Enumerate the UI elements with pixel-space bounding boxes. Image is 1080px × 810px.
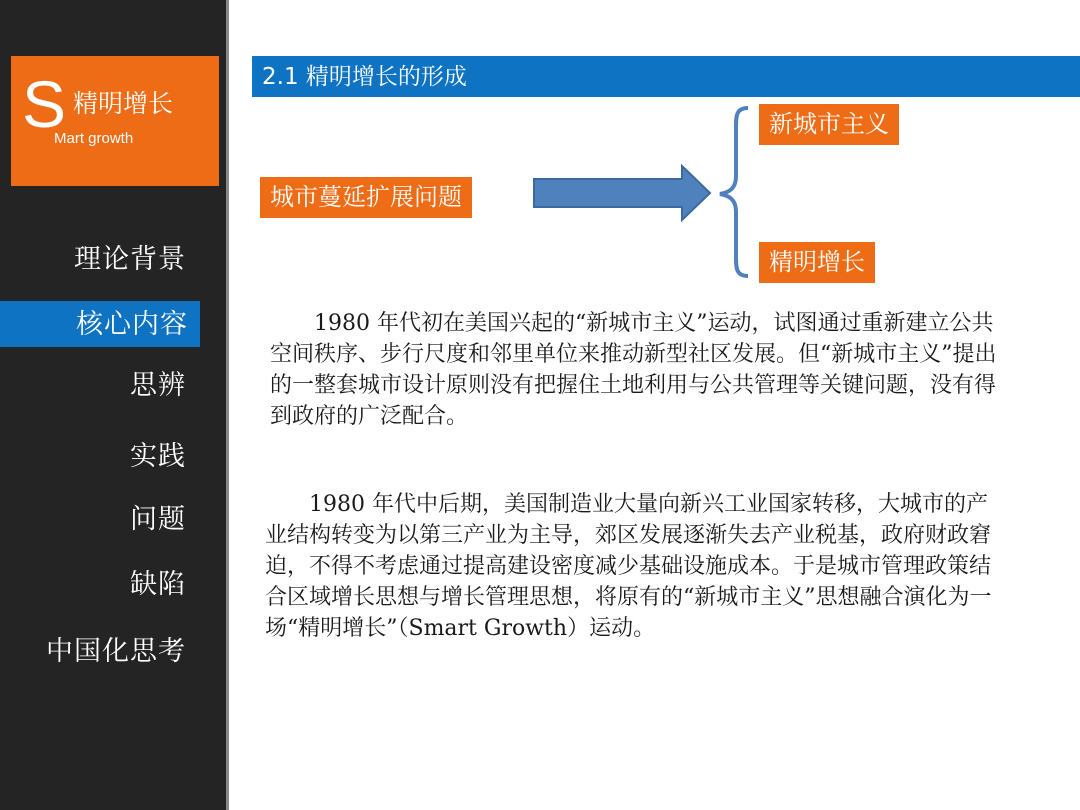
nav-item-defects[interactable]: 缺陷 xyxy=(130,569,186,600)
nav-item-theory-background[interactable]: 理论背景 xyxy=(74,244,186,275)
diagram-target-smart-growth: 精明增长 xyxy=(759,242,875,283)
logo-subtitle: Mart growth xyxy=(54,130,134,147)
nav-item-debate[interactable]: 思辨 xyxy=(130,370,186,401)
sidebar xyxy=(0,0,229,810)
section-header xyxy=(252,56,1080,97)
nav-item-practice[interactable]: 实践 xyxy=(130,441,186,472)
nav-item-core-content[interactable]: 核心内容 xyxy=(76,309,188,340)
diagram-arrow xyxy=(530,160,720,230)
brace-icon xyxy=(720,108,748,276)
paragraph-smart-growth: 1980 年代中后期，美国制造业大量向新兴工业国家转移，大城市的产业结构转变为以第三产业为主导，郊区发展逐渐失去产业税基，政府财政窘迫，不得不考虑通过提高建设密度减少基础设施成本。于是城市管理政策结合区域增长思想与增长管理思想，将原有的“新城市主义”思想融合演化为一场“精明增长”（Smart Growth）运动。 xyxy=(265,492,992,641)
diagram-brace xyxy=(712,104,762,280)
logo xyxy=(11,56,219,186)
diagram-source-box: 城市蔓延扩展问题 xyxy=(260,177,472,218)
nav-item-problems[interactable]: 问题 xyxy=(130,504,186,535)
section-title: 2.1 精明增长的形成 xyxy=(262,64,467,90)
logo-letter: S xyxy=(22,67,67,141)
logo-title: 精明增长 xyxy=(73,89,174,118)
diagram-target-new-urbanism: 新城市主义 xyxy=(759,104,899,145)
nav-item-china-thinking[interactable]: 中国化思考 xyxy=(46,636,186,667)
arrow-right-icon xyxy=(534,166,710,220)
paragraph-new-urbanism: 1980 年代初在美国兴起的“新城市主义”运动，试图通过重新建立公共空间秩序、步行尺度和邻里单位来推动新型社区发展。但“新城市主义”提出的一整套城市设计原则没有把握住土地利用与公共管理等关键问题，没有得到政府的广泛配合。 xyxy=(270,311,997,429)
